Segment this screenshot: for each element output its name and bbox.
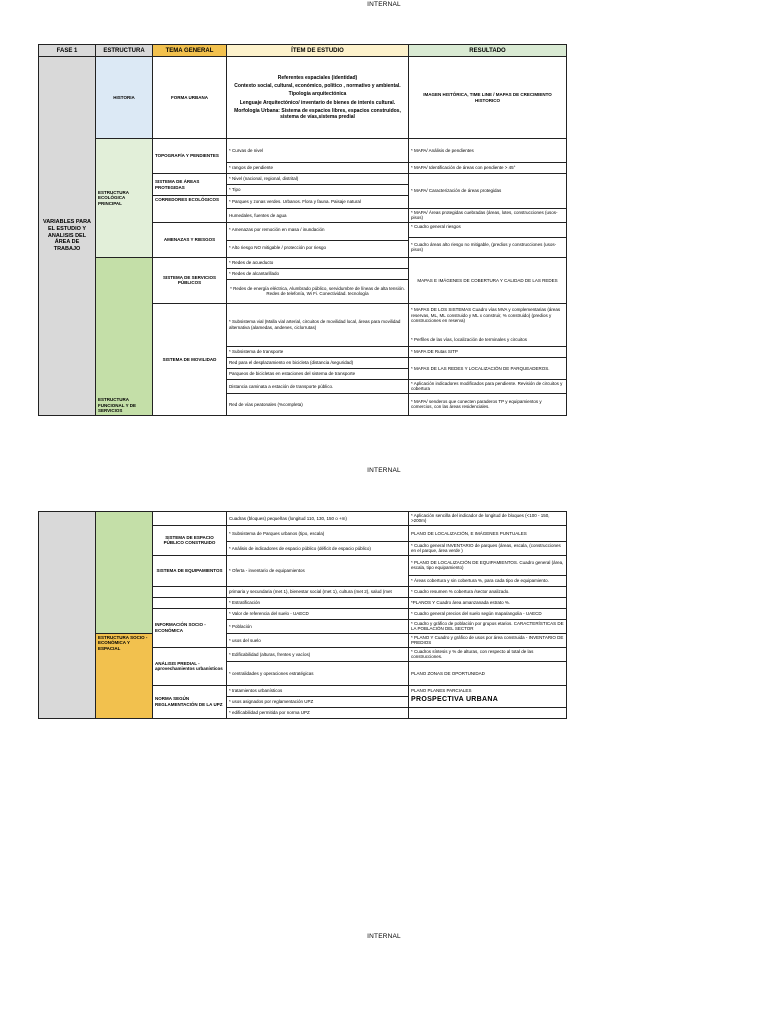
item-energia: * Redes de energía eléctrica, Alumbrado público, servidumbre de líneas de alta tensión. Redes de telefonía, Wi Fi. Conectividad. tecnología: [227, 279, 409, 303]
tema-equipamientos: SISTEMA DE EQUIPAMIENTOS: [153, 555, 227, 586]
study-table-part2: [38, 511, 567, 719]
res-usos: * PLANO Y Cuadro y gráfico de usos por área construida - INVENTARIO DE PREDIOS: [409, 633, 567, 647]
tema-topografia: TOPOGRAFÍA Y PENDIENTES: [153, 139, 227, 174]
estructura-funcional-continued: [96, 512, 153, 634]
res-zonas-oportunidad: PLANO ZONAS DE OPORTUNIDAD: [409, 661, 567, 685]
res-cuadros-sintesis: * Cuadros síntesis y % de alturas, con respecto al total de las construcciones.: [409, 647, 567, 661]
header-resultado: RESULTADO: [409, 45, 567, 57]
item-indicadores-ep: * Análisis de indicadores de espacio público (déficit de espacio público): [227, 541, 409, 555]
item-oferta: * Oferta - inventario de equipamientos: [227, 555, 409, 586]
study-table-part1: [38, 44, 567, 416]
item-peatonales: Red de vías peatonales (%completa): [227, 393, 409, 415]
resultado-historia: IMAGEN HISTÓRICA, TIME LINE / MAPAS DE CRECIMIENTO HISTORICO: [409, 57, 567, 139]
header-fase: FASE 1: [39, 45, 96, 57]
tema-amenazas: AMENAZAS Y RIESGOS: [153, 222, 227, 257]
res-planes-parciales: PLANO PLANES PARCIALES: [411, 688, 472, 694]
res-amenazas: [409, 222, 567, 257]
res-alto-riesgo: * Cuadro áreas alto riesgo no mitigable, (predios y construcciones (usos-pisos): [411, 241, 557, 253]
item-edificabilidad: * Edificabilidad (alturas, frentes y vacíos): [227, 647, 409, 661]
item-parqueos: Parqueos de bicicletas en estaciones del sistema de transporte: [227, 368, 409, 379]
tema-espacio-publico: SISTEMA DE ESPACIO PÚBLICO CONSTRUIDO: [153, 525, 227, 555]
tema-servicios-publicos: SISTEMA DE SERVICIOS PÚBLICOS: [153, 257, 227, 303]
items-historia: [227, 57, 409, 139]
res-plano-localizacion: PLANO DE LOCALIZACIÓN, E IMÁGENES PUNTUALES: [409, 525, 567, 541]
watermark-top: INTERNAL: [367, 1, 401, 8]
res-cuadro-riesgos: * Cuadro general riesgos: [409, 223, 566, 238]
res-afectadas: * MAPA/ Áreas protegidas cuebradas (áreas, lotes, construcciones (usos-pisos): [409, 209, 567, 223]
items-amenazas: [227, 222, 409, 257]
estructura-historia: HISTORIA: [96, 57, 153, 139]
item-morfologia: Morfología Urbana: Sistema de espacios libres, espacios construidos, sistema de vías,sistema predial: [234, 107, 401, 120]
item-edificabilidad-norma: * edificabilidad permitida por norma UPZ: [227, 707, 409, 718]
header-tema-general: TEMA GENERAL: [153, 45, 227, 57]
tema-blank-3: [153, 597, 227, 608]
res-poblacion: * Cuadro y gráfico de población por grupos etarios. CARACTERÍSTICAS DE LA POBLACIÓN DEL SECTOR: [409, 619, 567, 633]
item-valor-suelo: * Valor de referencia del suelo - UAECD: [227, 608, 409, 619]
item-parques: * Parques y zonas verdes. Urbanos. Flora y fauna. Paisaje natural: [227, 196, 409, 209]
item-referentes: Referentes espaciales (identidad): [277, 75, 358, 82]
estructura-socio-economica: ESTRUCTURA SOCIO - ECONÓMICA Y ESPACIAL: [96, 633, 153, 718]
item-acueducto: * Redes de acueducto: [227, 257, 409, 268]
item-lenguaje: Lenguaje Arquitectónico/ inventario de bienes de interés cultural.: [239, 99, 396, 106]
res-perfiles: * Perfiles de las vías, localización de terminales y circuitos: [411, 337, 528, 343]
fase-cell-continued: [39, 512, 96, 719]
item-tipologia: Tipología arquitectónica: [288, 91, 347, 98]
tema-blank: [153, 512, 227, 526]
item-tratamientos: * tratamientos urbanísticos: [227, 685, 409, 696]
item-nivel: * Nivel (nacional, regional, distrital): [227, 174, 409, 185]
res-mapas-sistemas: [409, 303, 567, 346]
res-redes: MAPAS E IMÁGENES DE COBERTURA Y CALIDAD DE LAS REDES: [409, 257, 567, 303]
estructura-ecologica: ESTRUCTURA ECOLÓGICA PRINCIPAL: [96, 139, 153, 258]
item-distancia: Distancia caminata a estación de transporte público.: [227, 379, 409, 393]
res-blank: [409, 707, 567, 718]
tema-blank-2: [153, 586, 227, 597]
watermark-middle: INTERNAL: [367, 467, 401, 474]
res-resumen-cobertura: * Cuadro resumen % cobertura /sector analizado.: [409, 586, 567, 597]
res-indicadores: * Aplicación indicadores modificados para pendiente. Revisión de circuitos y cobertura: [409, 379, 567, 393]
header-estructura: ESTRUCTURA: [96, 45, 153, 57]
fase-cell: VARIABLES PARA EL ESTUDIO Y ANALISIS DEL ÁREA DE TRABAJO: [39, 57, 96, 416]
item-usos-asignados: * usos asignados por reglamentación UPZ: [227, 696, 409, 707]
res-senderos: * MAPA/ senderos que conecten paraderos TP y equipamientos y comercios, con las áreas residenciales.: [409, 393, 567, 415]
res-pendientes: * MAPA/ Análisis de pendientes: [409, 139, 567, 163]
tema-norma-upz: NORMA SEGÚN REGLAMENTACIÓN DE LA UPZ: [153, 685, 227, 718]
tema-forma-urbana: FORMA URBANA: [153, 57, 227, 139]
item-poblacion: * Población: [227, 619, 409, 633]
watermark-bottom: INTERNAL: [367, 933, 401, 940]
item-centralidades: * centralidades y operaciones estratégicas: [227, 661, 409, 685]
item-usos-suelo: * usos del suelo: [227, 633, 409, 647]
res-areas-pendiente: * MAPA/ Identificación de áreas con pendiente > 45°: [409, 163, 567, 174]
item-subsistema-vial: * Subsistema vial (Malla vial arterial, circuitos de movilidad local, áreas para movilidad alternativa (alamedas, andenes, ciclorrutas): [227, 303, 409, 346]
tema-analisis-predial: ANÁLISIS PREDIAL - aprovechamientos urbanísticos: [153, 647, 227, 685]
res-prospectiva: PROSPECTIVA URBANA: [411, 695, 499, 703]
item-transporte: * Subsistema de transporte: [227, 346, 409, 357]
res-mapas-sistemas-text: * MAPAS DE LOS SISTEMAS Cuadro vías MVA y complementarias (áreas reservas, ML, ML construido y ML x construir, % construido) (predios y construcciones en reserva): [411, 307, 561, 324]
item-rangos: * rangos de pendiente: [227, 163, 409, 174]
item-alto-riesgo: * Alto riesgo NO mitigable / protección por riesgo: [229, 244, 327, 250]
item-estratificacion: * Estratificación: [227, 597, 409, 608]
item-tipo: * Tipo: [227, 185, 409, 196]
res-estrato: *PLANOS Y Cuadro área amanzanada estrato %.: [409, 597, 567, 608]
item-bicicleta: Red para el desplazamiento en bicicleta (distancia /seguridad): [227, 357, 409, 368]
res-plano-equipamientos: * PLANO DE LOCALIZACIÓN DE EQUIPAMIENTOS. Cuadro general (área, escala, tipo equipamiento): [409, 555, 567, 575]
item-remocion: * Amenazas por remoción en masa / inundación: [227, 226, 408, 241]
item-primaria: primaria y secundaria (met 1), bienestar social (met 1), cultura (met 2), salud (met: [227, 586, 409, 597]
item-cuadras: Cuadras (bloques) pequeñas (longitud 110, 130, 150 o +m): [227, 512, 409, 526]
res-norma: [409, 685, 567, 707]
res-longitud-bloques: * Aplicación sencilla del indicador de longitud de bloques (<100 - 150, >200m): [409, 512, 567, 526]
res-rutas-sitp: * MAPA DE Rutas SITP: [409, 346, 567, 357]
tema-corredores: CORREDORES ECOLÓGICOS: [153, 196, 227, 223]
item-curvas: * Curvas de nivel: [227, 139, 409, 163]
res-precios-suelo: * Cuadro general precios del suelo según mapa/angolia - UAECD: [409, 608, 567, 619]
tema-areas-protegidas: SISTEMA DE ÁREAS PROTEGIDAS: [153, 174, 227, 196]
tema-socio-economica: INFORMACIÓN SOCIO - ECONÓMICA: [153, 608, 227, 647]
item-humedales: Humedales, fuentes de agua: [227, 209, 409, 223]
res-inventario-parques: * Cuadro general INVENTARIO de parques (áreas, escala, (construcciones en el parque, área verde ): [409, 541, 567, 555]
header-item-estudio: ÍTEM DE ESTUDIO: [227, 45, 409, 57]
res-caracterizacion: * MAPA/ Caracterización de áreas protegidas: [409, 174, 567, 209]
item-contexto: Contexto social, cultural, económico, político , normativo y ambiental.: [234, 83, 401, 90]
res-parqueaderos: * MAPAS DE LAS REDES Y LOCALIZACIÓN DE PARQUEADEROS.: [409, 357, 567, 379]
estructura-funcional: ESTRUCTURA FUNCIONAL Y DE SERVICIOS: [96, 257, 153, 415]
item-alcantarillado: * Redes de alcantarillado: [227, 268, 409, 279]
res-cobertura: * Áreas cobertura y sin cobertura %, para cada tipo de equipamiento.: [409, 575, 567, 586]
item-parques-urbanos: * Subsistema de Parques urbanos (tipo, escala): [227, 525, 409, 541]
tema-movilidad: SISTEMA DE MOVILIDAD: [153, 303, 227, 415]
